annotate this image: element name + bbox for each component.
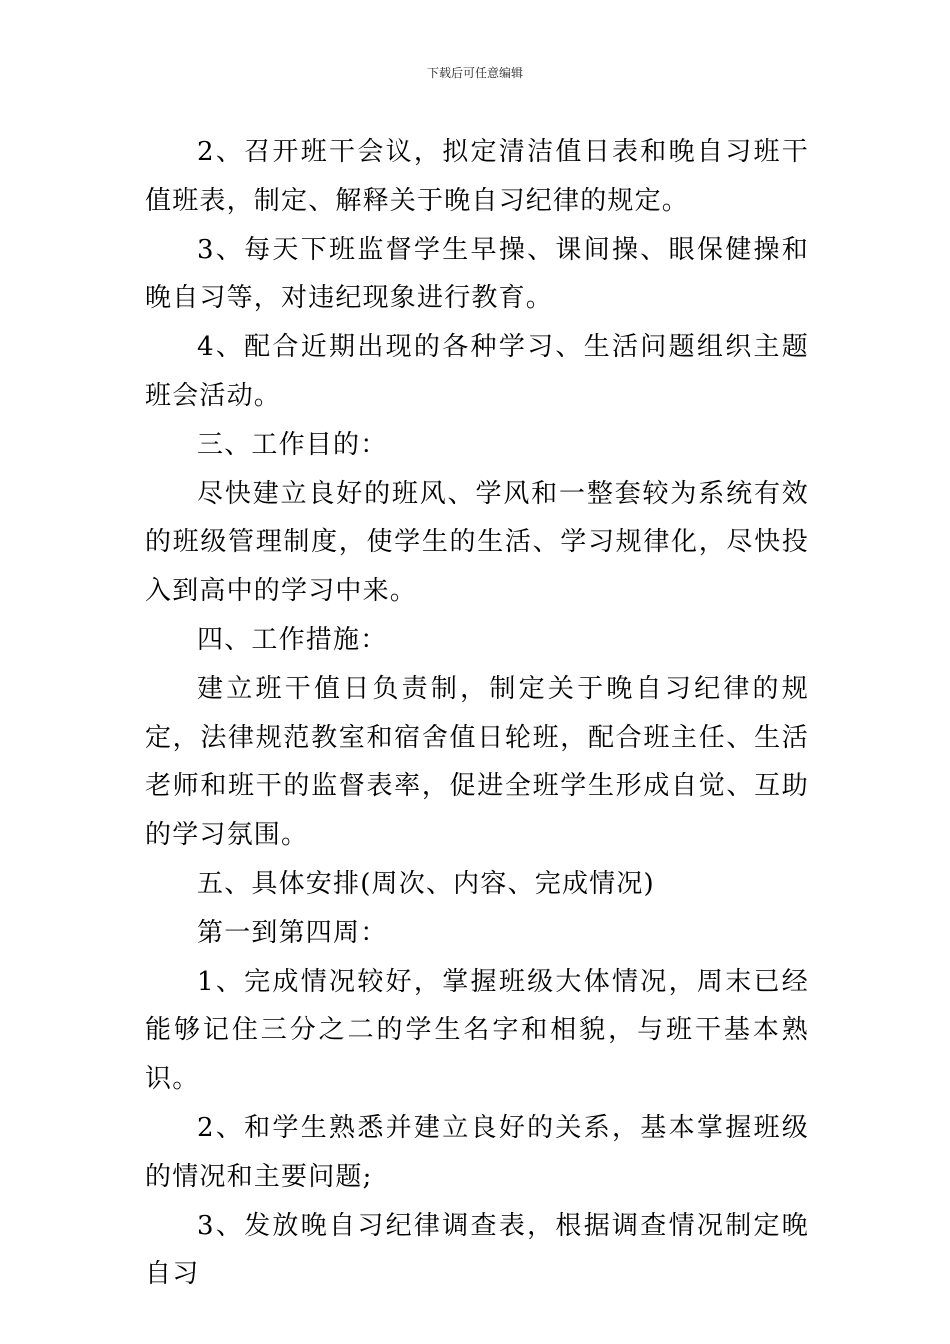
- paragraph: 建立班干值日负责制，制定关于晚自习纪律的规定，法律规范教室和宿舍值日轮班，配合班主任、生活老师和班干的监督表率，促进全班学生形成自觉、互助的学习氛围。: [145, 673, 809, 851]
- paragraph: 尽快建立良好的班风、学风和一整套较为系统有效的班级管理制度，使学生的生活、学习规律化，尽快投入到高中的学习中来。: [145, 478, 809, 607]
- paragraph: 3、发放晚自习纪律调查表，根据调查情况制定晚自习: [145, 1210, 809, 1290]
- section-heading: 五、具体安排(周次、内容、完成情况): [197, 868, 655, 899]
- section-heading: 四、工作措施：: [197, 624, 388, 655]
- document-body: [145, 128, 809, 1299]
- paragraph: 2、召开班干会议，拟定清洁值日表和晚自习班干值班表，制定、解释关于晚自习纪律的规定。: [145, 137, 809, 216]
- section-heading: 三、工作目的：: [197, 429, 388, 460]
- paragraph: 4、配合近期出现的各种学习、生活问题组织主题班会活动。: [145, 332, 809, 411]
- subheading: 第一到第四周：: [197, 917, 388, 948]
- paragraph: 2、和学生熟悉并建立良好的关系，基本掌握班级的情况和主要问题;: [145, 1112, 809, 1192]
- page-header: 下载后可任意编辑: [426, 66, 523, 80]
- paragraph: 3、每天下班监督学生早操、课间操、眼保健操和晚自习等，对违纪现象进行教育。: [145, 234, 809, 314]
- paragraph: 1、完成情况较好，掌握班级大体情况，周末已经能够记住三分之二的学生名字和相貌，与班干基本熟识。: [145, 966, 809, 1095]
